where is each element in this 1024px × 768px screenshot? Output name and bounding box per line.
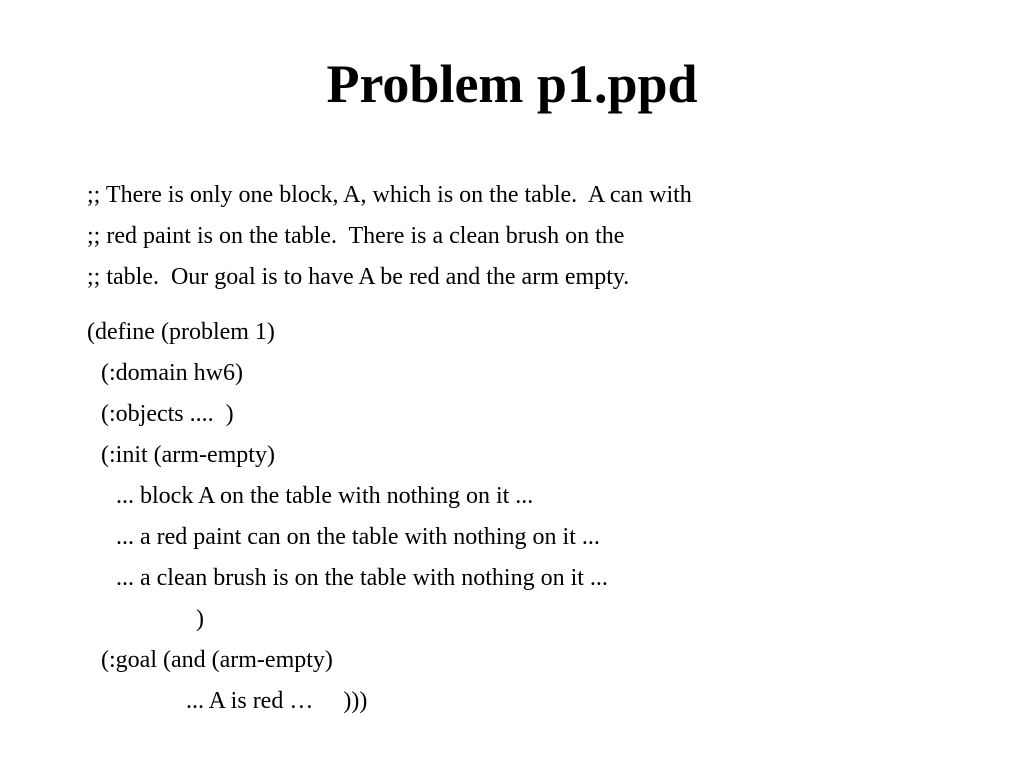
- code-line-domain: (:domain hw6): [101, 360, 243, 386]
- code-line-goal: (:goal (and (arm-empty): [101, 647, 333, 673]
- comment-line-2: ;; red paint is on the table. There is a clean brush on the: [87, 223, 625, 249]
- comment-line-1: ;; There is only one block, A, which is on the table. A can with: [87, 182, 692, 208]
- comment-line-3: ;; table. Our goal is to have A be red and the arm empty.: [87, 264, 630, 290]
- code-line-init-paint: ... a red paint can on the table with nothing on it ...: [116, 524, 600, 550]
- code-line-init-close: ): [196, 606, 204, 632]
- code-line-init: (:init (arm-empty): [101, 442, 275, 468]
- code-line-goal-red: ... A is red … ))): [186, 688, 368, 714]
- code-line-objects: (:objects .... ): [101, 401, 234, 427]
- code-line-define: (define (problem 1): [87, 319, 275, 345]
- code-line-init-brush: ... a clean brush is on the table with nothing on it ...: [116, 565, 608, 591]
- slide-title: Problem p1.ppd: [326, 54, 698, 114]
- code-line-init-block: ... block A on the table with nothing on it ...: [116, 483, 534, 509]
